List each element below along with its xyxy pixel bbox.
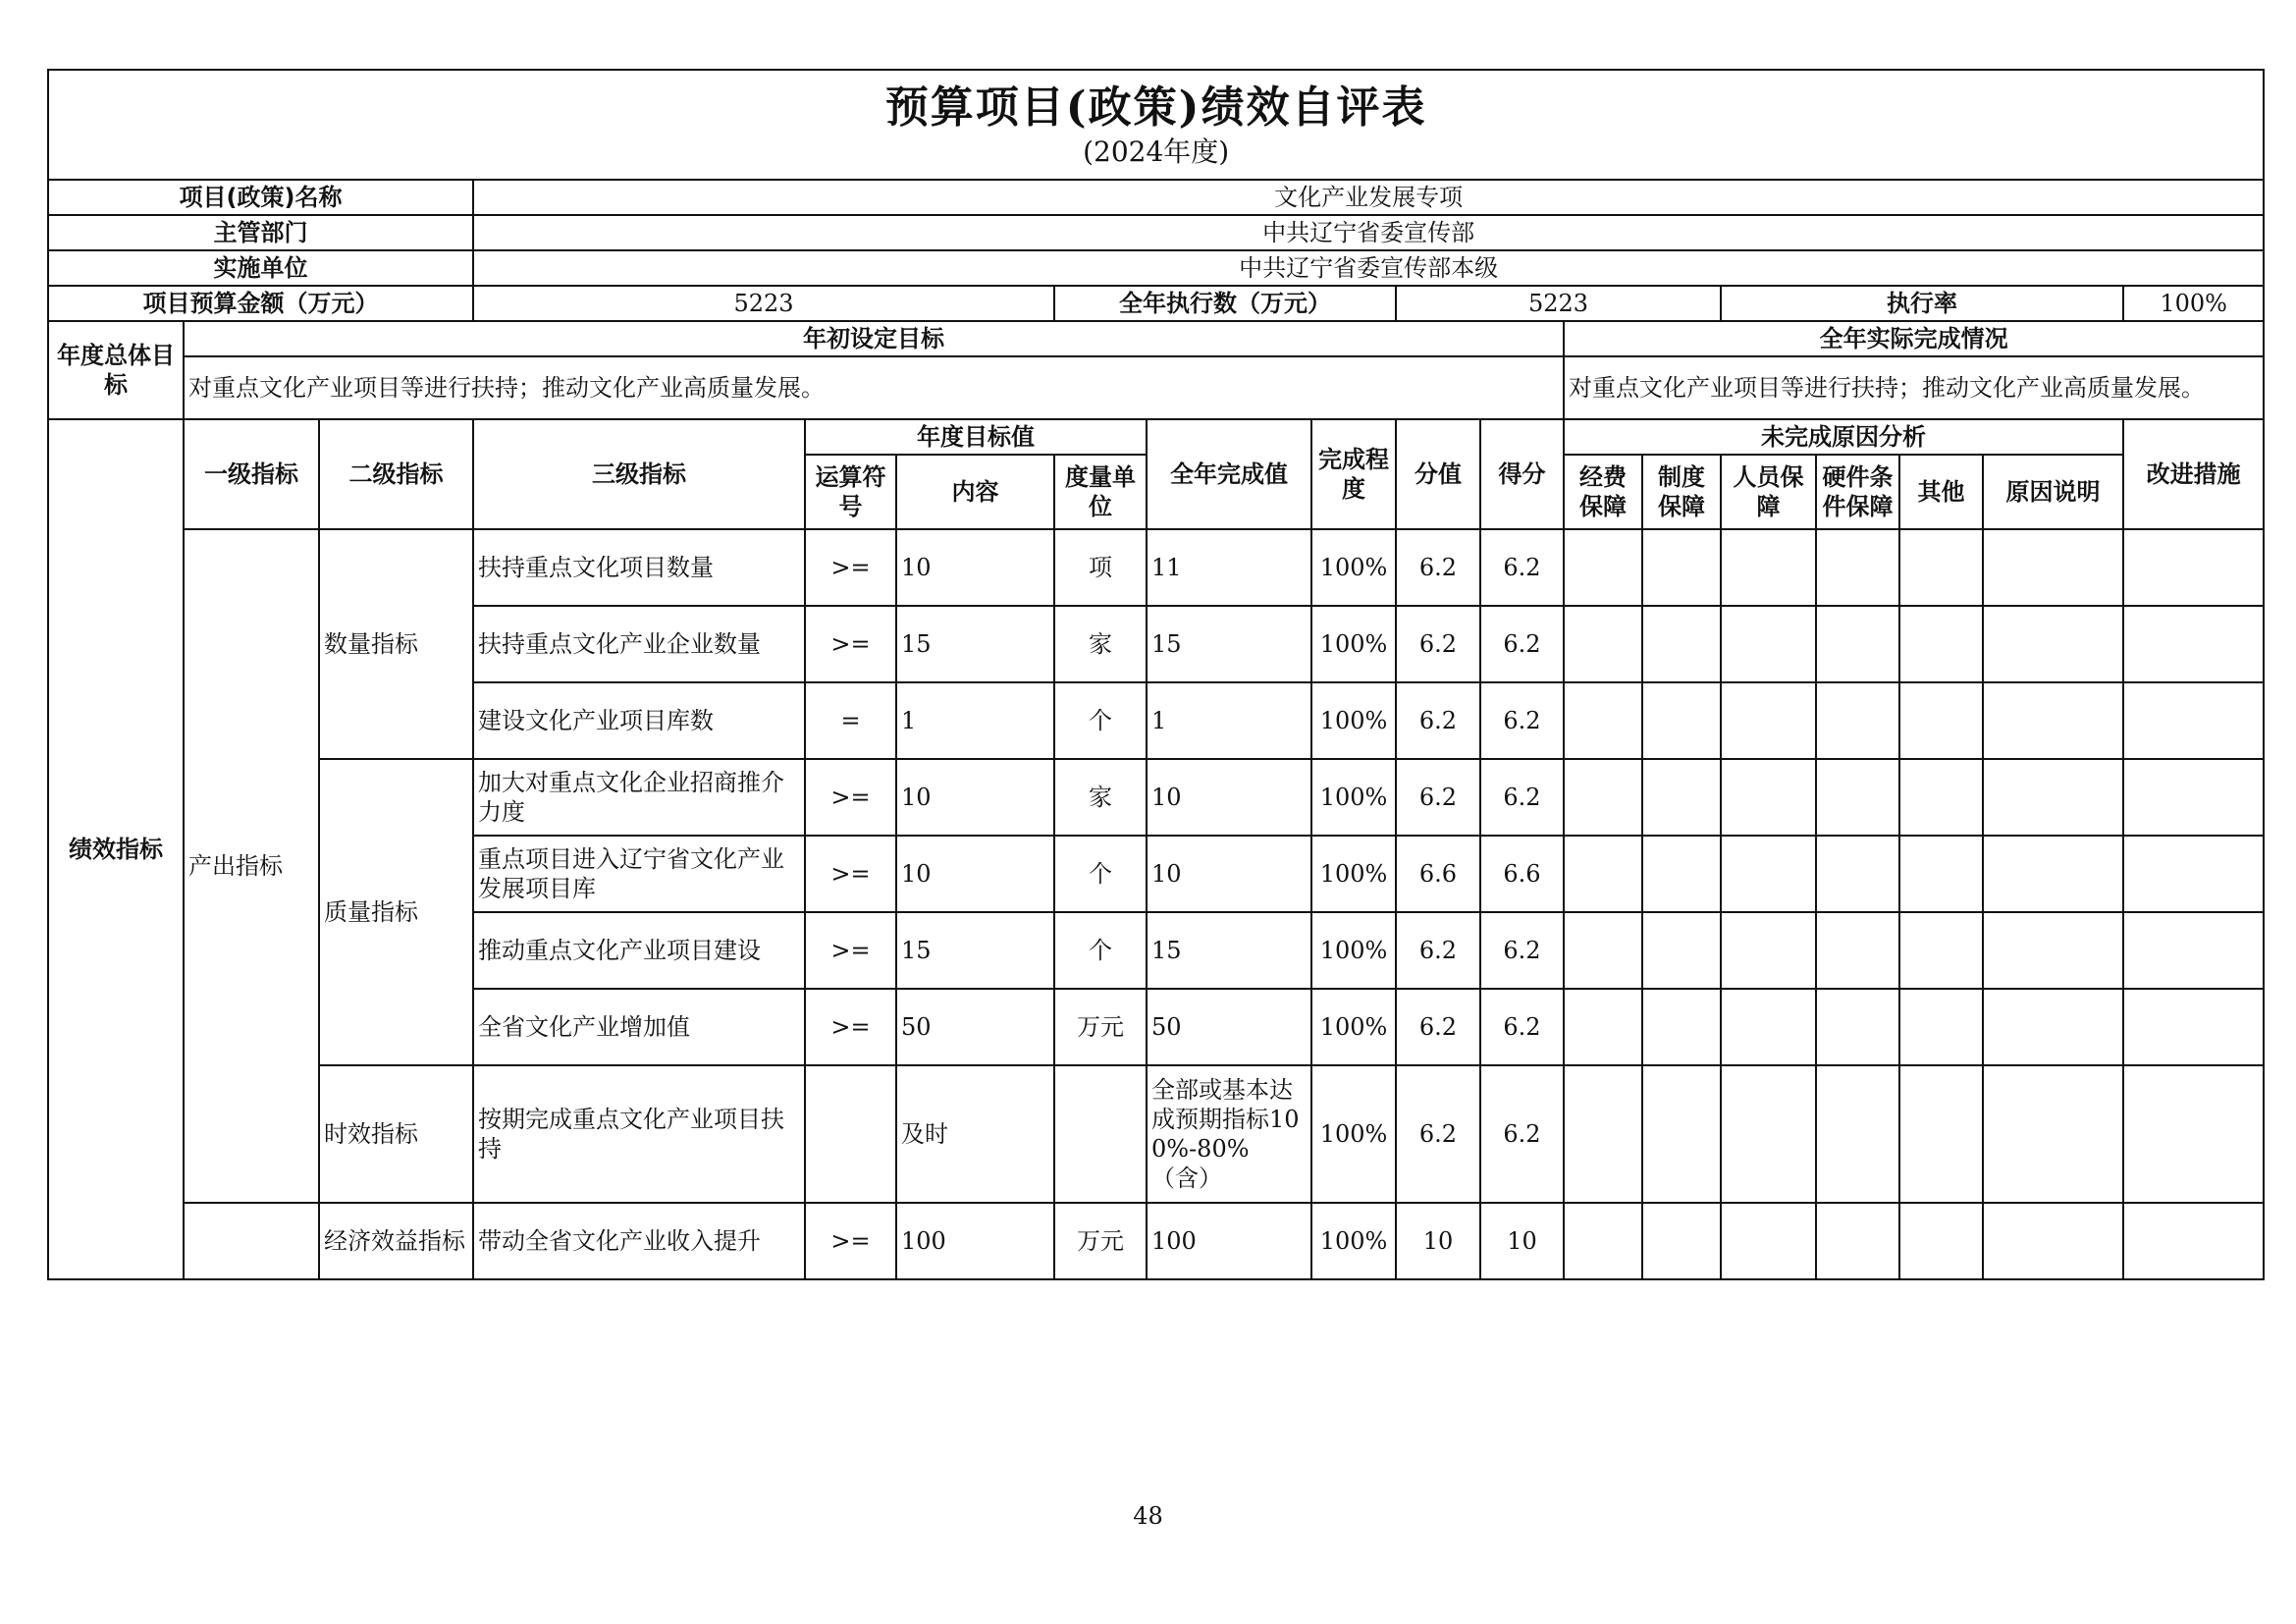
indicator-completion: 100% xyxy=(1311,1065,1396,1203)
indicator-value: 6.2 xyxy=(1396,989,1480,1065)
performance-indicators-label: 绩效指标 xyxy=(48,419,184,1279)
page-subtitle: (2024年度) xyxy=(1083,135,1230,168)
goal-set-text: 对重点文化产业项目等进行扶持；推动文化产业高质量发展。 xyxy=(184,356,1564,419)
header-score-value: 分值 xyxy=(1396,419,1480,529)
indicator-name: 带动全省文化产业收入提升 xyxy=(473,1203,805,1279)
header-reason: 原因说明 xyxy=(1983,455,2123,529)
header-hardware: 硬件条件保障 xyxy=(1816,455,1899,529)
header-operator: 运算符号 xyxy=(805,455,896,529)
indicator-name: 加大对重点文化企业招商推介力度 xyxy=(473,759,805,836)
rate-label: 执行率 xyxy=(1721,286,2123,321)
indicator-operator: >= xyxy=(805,989,896,1065)
indicator-content: 50 xyxy=(896,989,1054,1065)
evaluation-table xyxy=(47,69,2265,1280)
indicator-operator: >= xyxy=(805,606,896,682)
self-evaluation-sheet xyxy=(47,69,2263,1280)
indicator-score: 6.2 xyxy=(1480,606,1564,682)
title-block xyxy=(48,70,2264,180)
header-system: 制度保障 xyxy=(1642,455,1721,529)
indicator-content: 10 xyxy=(896,836,1054,912)
indicator-completion: 100% xyxy=(1311,759,1396,836)
indicator-unit: 万元 xyxy=(1054,989,1147,1065)
indicator-name: 重点项目进入辽宁省文化产业发展项目库 xyxy=(473,836,805,912)
indicator-value: 6.2 xyxy=(1396,606,1480,682)
indicator-value: 6.2 xyxy=(1396,912,1480,989)
page-title: 预算项目(政策)绩效自评表 xyxy=(884,82,1427,133)
header-content: 内容 xyxy=(896,455,1054,529)
indicator-actual: 15 xyxy=(1147,912,1311,989)
header-unit: 度量单位 xyxy=(1054,455,1147,529)
indicator-name: 推动重点文化产业项目建设 xyxy=(473,912,805,989)
indicator-actual: 15 xyxy=(1147,606,1311,682)
indicator-actual: 100 xyxy=(1147,1203,1311,1279)
header-level1: 一级指标 xyxy=(184,419,319,529)
indicator-content: 10 xyxy=(896,759,1054,836)
exec-value: 5223 xyxy=(1396,286,1721,321)
exec-label: 全年执行数（万元） xyxy=(1054,286,1396,321)
indicator-content: 1 xyxy=(896,682,1054,759)
header-reason-analysis: 未完成原因分析 xyxy=(1564,419,2123,455)
indicator-operator: >= xyxy=(805,529,896,606)
indicator-score: 6.2 xyxy=(1480,912,1564,989)
header-improvement: 改进措施 xyxy=(2123,419,2264,529)
indicator-name: 全省文化产业增加值 xyxy=(473,989,805,1065)
level2-quantity: 数量指标 xyxy=(319,529,473,759)
indicator-completion: 100% xyxy=(1311,682,1396,759)
indicator-actual: 11 xyxy=(1147,529,1311,606)
indicator-completion: 100% xyxy=(1311,606,1396,682)
project-name-value: 文化产业发展专项 xyxy=(473,180,2264,215)
indicator-completion: 100% xyxy=(1311,989,1396,1065)
indicator-actual: 1 xyxy=(1147,682,1311,759)
indicator-score: 10 xyxy=(1480,1203,1564,1279)
annual-goal-label: 年度总体目标 xyxy=(48,321,184,419)
indicator-unit: 项 xyxy=(1054,529,1147,606)
indicator-value: 6.2 xyxy=(1396,1065,1480,1203)
indicator-score: 6.2 xyxy=(1480,529,1564,606)
rate-value: 100% xyxy=(2123,286,2264,321)
header-annual-target: 年度目标值 xyxy=(805,419,1147,455)
indicator-value: 6.2 xyxy=(1396,682,1480,759)
header-other: 其他 xyxy=(1899,455,1983,529)
header-level3: 三级指标 xyxy=(473,419,805,529)
indicator-row xyxy=(48,1203,2264,1279)
indicator-operator: = xyxy=(805,682,896,759)
indicator-unit: 家 xyxy=(1054,606,1147,682)
header-funding: 经费保障 xyxy=(1564,455,1642,529)
indicator-unit: 个 xyxy=(1054,682,1147,759)
indicator-name: 扶持重点文化产业企业数量 xyxy=(473,606,805,682)
goal-set-header: 年初设定目标 xyxy=(184,321,1564,356)
indicator-score: 6.2 xyxy=(1480,682,1564,759)
indicator-actual: 10 xyxy=(1147,836,1311,912)
indicator-content: 15 xyxy=(896,912,1054,989)
indicator-value: 6.2 xyxy=(1396,529,1480,606)
indicator-content: 15 xyxy=(896,606,1054,682)
indicator-actual: 10 xyxy=(1147,759,1311,836)
indicator-name: 建设文化产业项目库数 xyxy=(473,682,805,759)
level2-quality: 质量指标 xyxy=(319,759,473,1065)
indicator-operator xyxy=(805,1065,896,1203)
indicator-row xyxy=(48,529,2264,606)
indicator-row xyxy=(48,759,2264,836)
indicator-value: 6.2 xyxy=(1396,759,1480,836)
indicator-actual: 50 xyxy=(1147,989,1311,1065)
indicator-score: 6.6 xyxy=(1480,836,1564,912)
indicator-completion: 100% xyxy=(1311,836,1396,912)
indicator-operator: >= xyxy=(805,1203,896,1279)
unit-label: 实施单位 xyxy=(48,250,473,286)
indicator-actual: 全部或基本达成预期指标100%-80%（含） xyxy=(1147,1065,1311,1203)
dept-value: 中共辽宁省委宣传部 xyxy=(473,215,2264,250)
header-personnel: 人员保障 xyxy=(1721,455,1816,529)
indicator-completion: 100% xyxy=(1311,912,1396,989)
goal-actual-text: 对重点文化产业项目等进行扶持；推动文化产业高质量发展。 xyxy=(1564,356,2264,419)
indicator-operator: >= xyxy=(805,836,896,912)
indicator-value: 10 xyxy=(1396,1203,1480,1279)
indicator-completion: 100% xyxy=(1311,1203,1396,1279)
project-name-label: 项目(政策)名称 xyxy=(48,180,473,215)
indicator-score: 6.2 xyxy=(1480,759,1564,836)
budget-label: 项目预算金额（万元） xyxy=(48,286,473,321)
header-completion: 完成程度 xyxy=(1311,419,1396,529)
indicator-unit: 万元 xyxy=(1054,1203,1147,1279)
indicator-name: 扶持重点文化项目数量 xyxy=(473,529,805,606)
indicator-content: 10 xyxy=(896,529,1054,606)
level1-empty xyxy=(184,1203,319,1279)
dept-label: 主管部门 xyxy=(48,215,473,250)
indicator-row xyxy=(48,1065,2264,1203)
indicator-unit: 个 xyxy=(1054,912,1147,989)
indicator-score: 6.2 xyxy=(1480,989,1564,1065)
level2-economic: 经济效益指标 xyxy=(319,1203,473,1279)
indicator-name: 按期完成重点文化产业项目扶持 xyxy=(473,1065,805,1203)
indicator-unit: 个 xyxy=(1054,836,1147,912)
level2-timeliness: 时效指标 xyxy=(319,1065,473,1203)
header-score: 得分 xyxy=(1480,419,1564,529)
indicator-content: 及时 xyxy=(896,1065,1054,1203)
goal-actual-header: 全年实际完成情况 xyxy=(1564,321,2264,356)
page-number: 48 xyxy=(1133,1502,1163,1530)
indicator-operator: >= xyxy=(805,912,896,989)
indicator-content: 100 xyxy=(896,1203,1054,1279)
indicator-unit: 家 xyxy=(1054,759,1147,836)
header-level2: 二级指标 xyxy=(319,419,473,529)
header-actual-value: 全年完成值 xyxy=(1147,419,1311,529)
indicator-operator: >= xyxy=(805,759,896,836)
indicator-score: 6.2 xyxy=(1480,1065,1564,1203)
indicator-completion: 100% xyxy=(1311,529,1396,606)
unit-value: 中共辽宁省委宣传部本级 xyxy=(473,250,2264,286)
level1-output: 产出指标 xyxy=(184,529,319,1203)
budget-value: 5223 xyxy=(473,286,1054,321)
indicator-value: 6.6 xyxy=(1396,836,1480,912)
indicator-unit xyxy=(1054,1065,1147,1203)
